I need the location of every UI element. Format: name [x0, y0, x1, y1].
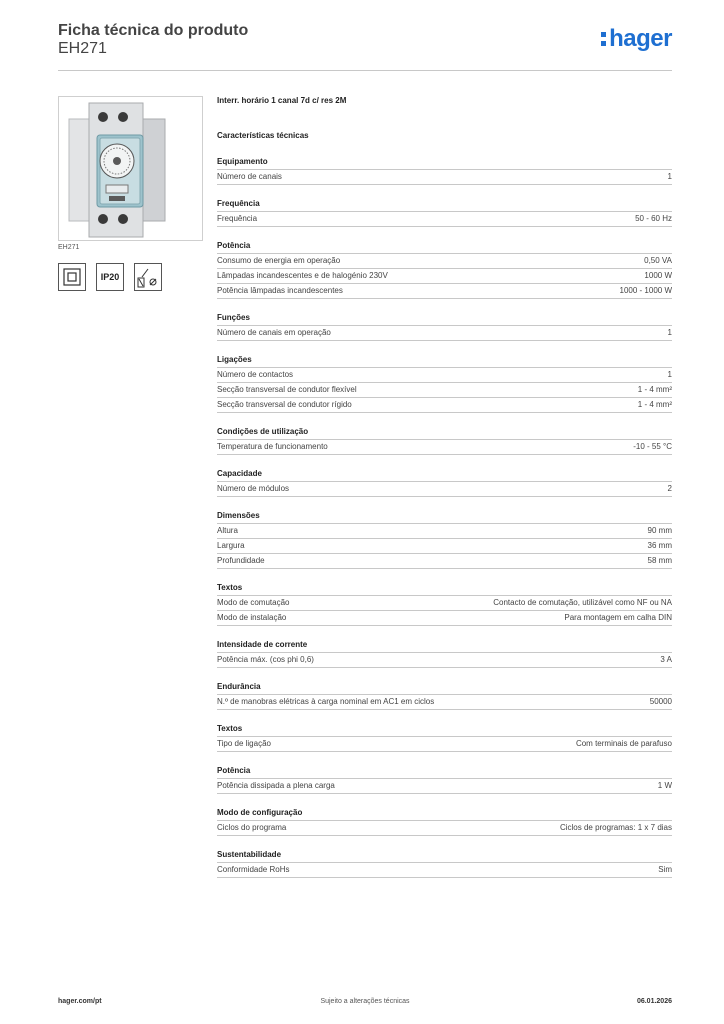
spec-section: [217, 199, 672, 227]
spec-value: 58 mm: [647, 556, 672, 565]
double-insulation-icon: [58, 263, 86, 291]
spec-section: [217, 724, 672, 752]
spec-label: Modo de comutação: [217, 598, 290, 607]
spec-label: Consumo de energia em operação: [217, 256, 341, 265]
spec-section: [217, 469, 672, 497]
spec-row: [217, 862, 672, 878]
spec-label: Número de canais em operação: [217, 328, 331, 337]
spec-label: Potência dissipada a plena carga: [217, 781, 335, 790]
page-header: [58, 22, 672, 71]
section-title: Equipamento: [217, 157, 268, 166]
spec-row: [217, 820, 672, 836]
spec-row: [217, 439, 672, 455]
section-title: Funções: [217, 313, 250, 322]
spec-label: Conformidade RoHs: [217, 865, 290, 874]
spec-value: 36 mm: [647, 541, 672, 550]
spec-row: [217, 253, 672, 269]
logo-text: hager: [609, 25, 672, 52]
spec-row: [217, 367, 672, 383]
spec-row: [217, 539, 672, 554]
spec-row: [217, 269, 672, 284]
spec-label: Modo de instalação: [217, 613, 287, 622]
spec-section: [217, 241, 672, 299]
spec-label: Lâmpadas incandescentes e de halogénio 230V: [217, 271, 388, 280]
spec-row: [217, 169, 672, 185]
spec-row: [217, 595, 672, 611]
spec-row: [217, 611, 672, 626]
spec-row: [217, 481, 672, 497]
spec-label: Número de módulos: [217, 484, 290, 493]
image-caption: EH271: [58, 244, 80, 251]
section-title: Sustentabilidade: [217, 850, 282, 859]
spec-value: 3 A: [660, 655, 672, 664]
spec-value: 50000: [649, 697, 672, 706]
spec-label: Número de contactos: [217, 370, 294, 379]
spec-value: 1000 W: [644, 271, 672, 280]
spec-row: [217, 694, 672, 710]
spec-label: Número de canais: [217, 172, 282, 181]
spec-section: [217, 808, 672, 836]
spec-row: [217, 325, 672, 341]
spec-section: [217, 511, 672, 569]
spec-value: 1 - 4 mm²: [637, 400, 672, 409]
spec-row: [217, 211, 672, 227]
spec-value: 1: [667, 370, 672, 379]
time-switch-illustration: [59, 97, 202, 240]
section-title: Dimensões: [217, 511, 260, 520]
spec-section: [217, 427, 672, 455]
spec-label: Secção transversal de condutor flexível: [217, 385, 357, 394]
din-rail-mounting-icon: [134, 263, 162, 291]
spec-row: [217, 736, 672, 752]
section-title: Ligações: [217, 355, 252, 364]
spec-label: Potência lâmpadas incandescentes: [217, 286, 343, 295]
section-title: Modo de configuração: [217, 808, 303, 817]
spec-section: [217, 355, 672, 413]
spec-label: Potência máx. (cos phi 0,6): [217, 655, 314, 664]
spec-value: 1 W: [657, 781, 672, 790]
certification-icons: [58, 263, 162, 291]
spec-section: [217, 583, 672, 626]
ip-rating-icon: IP20: [96, 263, 124, 291]
logo-colon-icon: [601, 32, 606, 46]
spec-label: Secção transversal de condutor rígido: [217, 400, 352, 409]
section-title: Endurância: [217, 682, 261, 691]
section-title: Textos: [217, 724, 243, 733]
spec-row: [217, 554, 672, 569]
technical-characteristics-title: Características técnicas: [217, 131, 309, 140]
spec-label: Altura: [217, 526, 238, 535]
spec-label: Frequência: [217, 214, 258, 223]
spec-value: 1000 - 1000 W: [619, 286, 672, 295]
spec-value: Contacto de comutação, utilizável como NF ou NA: [493, 598, 672, 607]
spec-row: [217, 778, 672, 794]
spec-value: Para montagem em calha DIN: [564, 613, 672, 622]
spec-value: 50 - 60 Hz: [635, 214, 672, 223]
spec-label: Ciclos do programa: [217, 823, 287, 832]
spec-value: 1: [667, 328, 672, 337]
spec-section: [217, 313, 672, 341]
spec-label: Profundidade: [217, 556, 265, 565]
section-title: Frequência: [217, 199, 260, 208]
spec-label: N.º de manobras elétricas à carga nominal em AC1 em ciclos: [217, 697, 435, 706]
spec-value: 1: [667, 172, 672, 181]
spec-sections: [217, 157, 672, 878]
spec-label: Temperatura de funcionamento: [217, 442, 328, 451]
spec-row: [217, 383, 672, 398]
spec-row: [217, 284, 672, 299]
spec-value: 0,50 VA: [644, 256, 672, 265]
product-name: Interr. horário 1 canal 7d c/ res 2M: [217, 96, 347, 105]
spec-value: Com terminais de parafuso: [575, 739, 672, 748]
spec-section: [217, 682, 672, 710]
spec-section: [217, 850, 672, 878]
document-title: Ficha técnica do produto: [58, 22, 249, 39]
spec-label: Tipo de ligação: [217, 739, 271, 748]
hager-logo: [601, 26, 672, 52]
spec-value: 1 - 4 mm²: [637, 385, 672, 394]
spec-content: [217, 96, 672, 878]
section-title: Intensidade de corrente: [217, 640, 308, 649]
section-title: Potência: [217, 766, 251, 775]
spec-value: -10 - 55 °C: [633, 442, 672, 451]
section-title: Condições de utilização: [217, 427, 309, 436]
spec-value: Sim: [658, 865, 672, 874]
spec-value: 2: [667, 484, 672, 493]
spec-label: Largura: [217, 541, 245, 550]
product-image: [58, 96, 203, 241]
spec-row: [217, 652, 672, 668]
section-title: Potência: [217, 241, 251, 250]
document-subtitle: EH271: [58, 40, 107, 57]
spec-section: [217, 157, 672, 185]
section-title: Textos: [217, 583, 243, 592]
spec-section: [217, 640, 672, 668]
spec-value: Ciclos de programas: 1 x 7 dias: [559, 823, 672, 832]
footer-website: hager.com/pt: [58, 998, 102, 1005]
section-title: Capacidade: [217, 469, 262, 478]
spec-value: 90 mm: [647, 526, 672, 535]
spec-row: [217, 398, 672, 413]
footer-notice: Sujeito a alterações técnicas: [320, 998, 410, 1005]
spec-row: [217, 523, 672, 539]
spec-section: [217, 766, 672, 794]
footer-date: 06.01.2026: [636, 998, 672, 1005]
